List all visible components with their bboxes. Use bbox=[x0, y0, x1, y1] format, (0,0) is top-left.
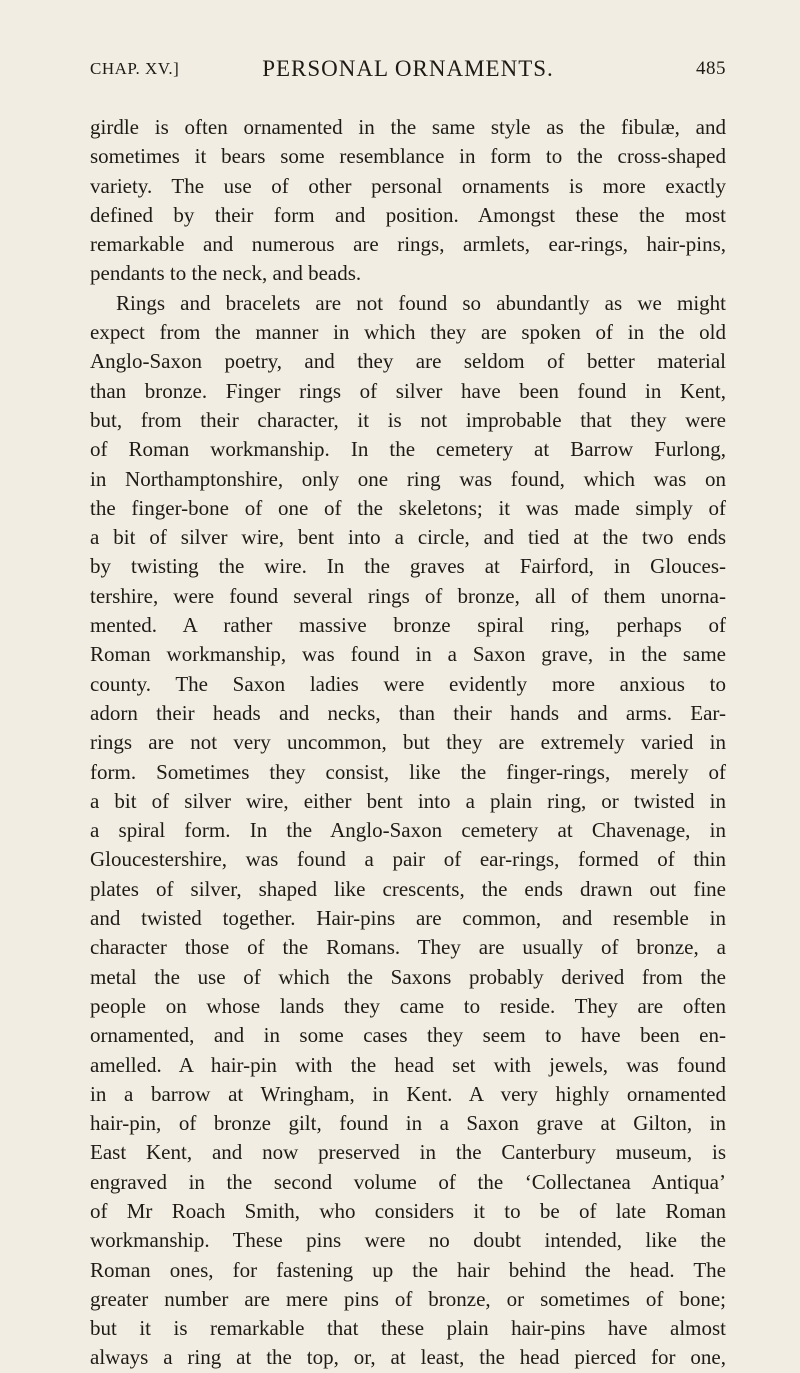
page-title: PERSONAL ORNAMENTS. bbox=[262, 56, 554, 81]
text-line: remarkable and numerous are rings, armlets, ear-rings, hair-pins, bbox=[90, 232, 726, 257]
text-line: of Mr Roach Smith, who considers it to be of late Roman bbox=[90, 1198, 726, 1223]
text-line: in a barrow at Wringham, in Kent. A very highly ornamented bbox=[90, 1081, 726, 1106]
text-line: form. Sometimes they consist, like the finger-rings, merely of bbox=[90, 759, 726, 784]
text-line: defined by their form and position. Amongst these the most bbox=[90, 202, 726, 227]
text-line: workmanship. These pins were no doubt intended, like the bbox=[90, 1228, 726, 1253]
text-line: in Northamptonshire, only one ring was found, which was on bbox=[90, 466, 726, 491]
chapter-label: CHAP. XV.] bbox=[90, 59, 180, 78]
text-line: girdle is often ornamented in the same style as the fibulæ, and bbox=[90, 115, 726, 139]
text-line: Roman ones, for fastening up the hair behind the head. The bbox=[90, 1257, 726, 1282]
text-line: Anglo-Saxon poetry, and they are seldom of better material bbox=[90, 349, 726, 374]
page-number: 485 bbox=[696, 58, 726, 79]
text-line: metal the use of which the Saxons probably derived from the bbox=[90, 964, 726, 989]
text-line: the finger-bone of one of the skeletons; it was made simply of bbox=[90, 495, 726, 520]
text-line: engraved in the second volume of the ‘Collectanea Antiqua’ bbox=[90, 1169, 726, 1194]
text-line: greater number are mere pins of bronze, or sometimes of bone; bbox=[90, 1286, 726, 1311]
text-line: sometimes it bears some resemblance in form to the cross-shaped bbox=[90, 144, 726, 169]
text-line: pendants to the neck, and beads. bbox=[90, 261, 362, 286]
text-line: plates of silver, shaped like crescents, the ends drawn out fine bbox=[90, 876, 726, 901]
text-line: rings are not very uncommon, but they are extremely varied in bbox=[90, 730, 726, 755]
text-line: Gloucestershire, was found a pair of ear-rings, formed of thin bbox=[90, 847, 726, 872]
text-line: character those of the Romans. They are usually of bronze, a bbox=[90, 935, 726, 960]
text-line: but, from their character, it is not improbable that they were bbox=[90, 407, 726, 432]
text-line: adorn their heads and necks, than their hands and arms. Ear- bbox=[90, 700, 726, 725]
text-line: than bronze. Finger rings of silver have been found in Kent, bbox=[90, 378, 726, 403]
text-line: variety. The use of other personal ornaments is more exactly bbox=[90, 173, 726, 198]
text-line: Rings and bracelets are not found so abundantly as we might bbox=[116, 290, 726, 315]
text-line: tershire, were found several rings of bronze, all of them unorna- bbox=[90, 583, 726, 608]
text-line: people on whose lands they came to reside. They are often bbox=[90, 993, 726, 1018]
text-line: expect from the manner in which they are spoken of in the old bbox=[90, 320, 726, 345]
text-line: amelled. A hair-pin with the head set with jewels, was found bbox=[90, 1052, 726, 1077]
text-line: hair-pin, of bronze gilt, found in a Saxon grave at Gilton, in bbox=[90, 1111, 726, 1136]
text-line: ornamented, and in some cases they seem to have been en- bbox=[90, 1023, 726, 1048]
running-head bbox=[90, 56, 726, 86]
text-line: county. The Saxon ladies were evidently more anxious to bbox=[90, 671, 726, 696]
text-line: of Roman workmanship. In the cemetery at Barrow Furlong, bbox=[90, 437, 726, 462]
text-line: but it is remarkable that these plain hair-pins have almost bbox=[90, 1316, 726, 1341]
text-line: a bit of silver wire, either bent into a plain ring, or twisted in bbox=[90, 788, 726, 813]
text-line: mented. A rather massive bronze spiral ring, perhaps of bbox=[90, 613, 726, 638]
text-line: a spiral form. In the Anglo-Saxon cemetery at Chavenage, in bbox=[90, 818, 726, 843]
body-text bbox=[90, 113, 726, 1373]
text-line: by twisting the wire. In the graves at Fairford, in Glouces- bbox=[90, 554, 726, 579]
text-line: Roman workmanship, was found in a Saxon grave, in the same bbox=[90, 642, 726, 667]
text-line: a bit of silver wire, bent into a circle, and tied at the two ends bbox=[90, 525, 726, 550]
text-line: and twisted together. Hair-pins are common, and resemble in bbox=[90, 906, 726, 931]
text-line: always a ring at the top, or, at least, the head pierced for one, bbox=[90, 1345, 726, 1370]
text-line: East Kent, and now preserved in the Canterbury museum, is bbox=[90, 1140, 726, 1165]
